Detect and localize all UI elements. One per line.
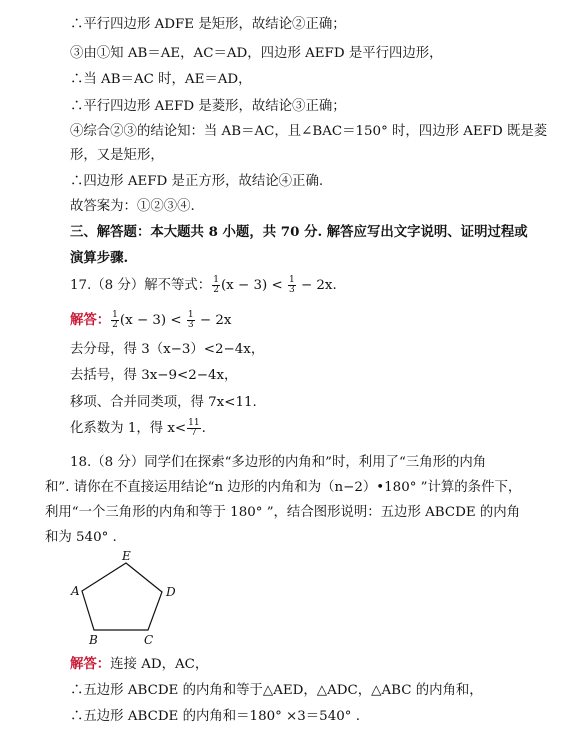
solution-step: 去分母，得 3（x−3）<2−4x， (70, 342, 265, 357)
section-heading: 三、解答题：本大题共 8 小题，共 70 分. 解答应写出文字说明、证明过程或 (70, 224, 528, 240)
vertex-label-E: E (122, 549, 131, 563)
answer-label: 解答： (70, 656, 111, 672)
question-18-cont: 和为 540° . (45, 530, 117, 545)
question-18-cont: 和”. 请你在不直接运用结论“n 边形的内角和为（n−2）•180° ”计算的条件下， (45, 480, 522, 495)
text-line: 故答案为：①②③④. (70, 199, 195, 214)
text-line: ∴四边形 AEFD 是正方形，故结论④正确. (70, 174, 324, 189)
solution-step: 去括号，得 3x−9<2−4x， (70, 368, 238, 383)
text-line: ④综合②③的结论知：当 AB＝AC，且∠BAC＝150° 时，四边形 AEFD 既是菱 (70, 124, 548, 139)
question-18: 18.（8 分）同学们在探索“多边形的内角和”时，利用了“三角形的内角 (70, 455, 487, 470)
text-line: ∴平行四边形 AEFD 是菱形，故结论③正确； (70, 99, 346, 114)
vertex-label-D: D (166, 585, 176, 599)
section-heading-cont: 演算步骤. (70, 250, 129, 266)
pentagon-shape (82, 563, 162, 630)
question-18-cont: 利用“一个三角形的内角和等于 180° ”，结合图形说明：五边形 ABCDE 的内角 (45, 505, 521, 520)
text-line: ③由①知 AB＝AE，AC＝AD，四边形 AEFD 是平行四边形， (70, 46, 443, 61)
vertex-label-C: C (144, 633, 154, 647)
solution-step: ∴五边形 ABCDE 的内角和＝180° ×3＝540° . (70, 709, 360, 724)
answer-label: 解答： (70, 312, 111, 328)
text-line: ∴平行四边形 ADFE 是矩形，故结论②正确； (70, 17, 346, 32)
solution-step: 移项、合并同类项，得 7x<11. (70, 395, 257, 410)
pentagon-figure (60, 548, 180, 648)
text-line: 形，又是矩形， (70, 148, 164, 163)
vertex-label-A: A (71, 584, 80, 598)
answer-18: 解答：连接 AD，AC， (70, 656, 209, 672)
solution-step: 化系数为 1，得 x< $\frac{11}{7}$ . (70, 418, 206, 438)
solution-step: ∴五边形 ABCDE 的内角和等于△AED，△ADC，△ABC 的内角和， (70, 683, 483, 698)
question-17: 17.（8 分）解不等式： $\frac{1}{2}$ (x − 3) < $\frac{1}{3}$ − 2x. (70, 275, 337, 295)
text-line: ∴当 AB＝AC 时，AE＝AD， (70, 72, 252, 87)
answer-17: 解答： $\frac{1}{2}$ (x − 3) < $\frac{1}{3}$ − 2x (70, 310, 232, 330)
vertex-label-B: B (89, 633, 98, 647)
